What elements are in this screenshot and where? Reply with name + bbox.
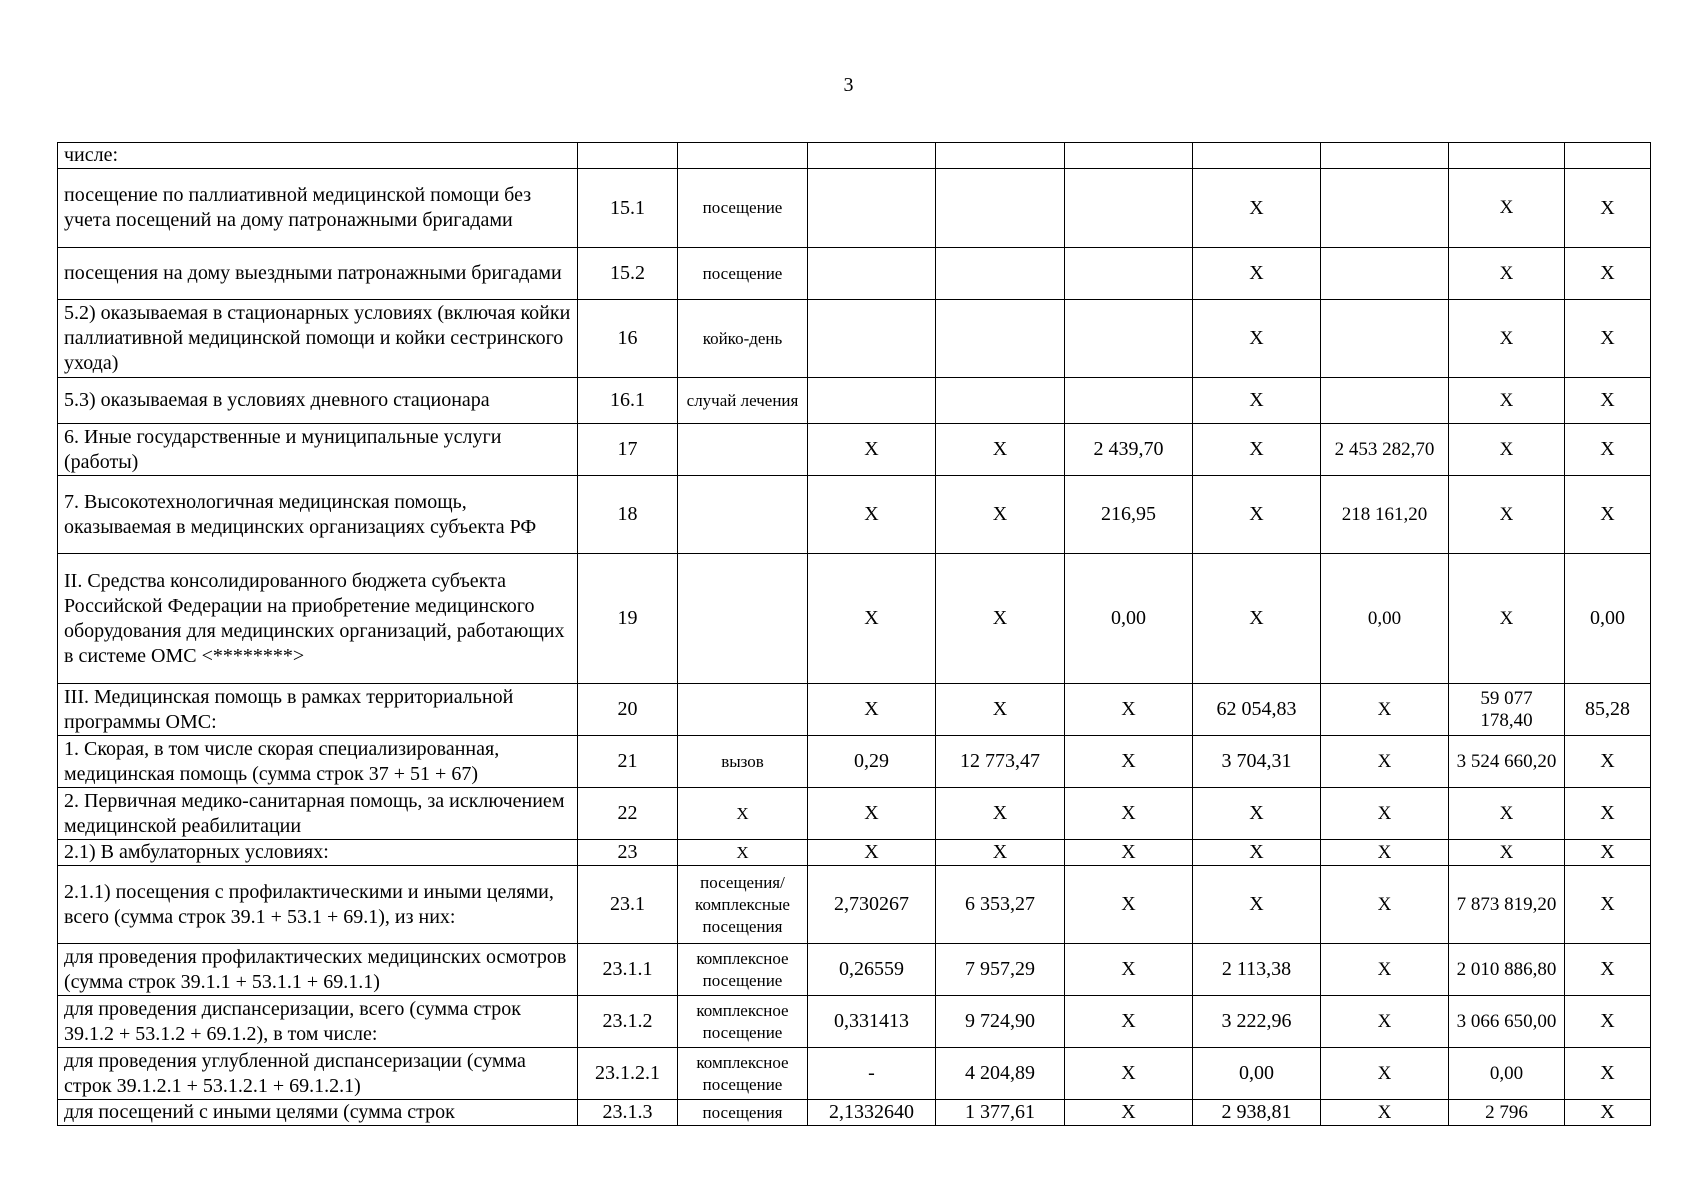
row-name-cell: 2.1.1) посещения с профилактическими и иными целями, всего (сумма строк 39.1 + 53.1 + 69.1), из них:	[58, 866, 578, 944]
value-cell-c6: 0,00	[1449, 1048, 1565, 1100]
value-cell-c4: X	[1193, 169, 1321, 248]
value-cell-c4: X	[1193, 788, 1321, 840]
value-cell-c3: X	[1065, 1100, 1193, 1126]
row-code-cell	[578, 143, 678, 169]
value-cell-c2: X	[936, 476, 1065, 554]
row-code-cell: 23.1	[578, 866, 678, 944]
page-number: 3	[843, 74, 854, 96]
value-cell-c1	[808, 248, 936, 300]
row-code-cell: 20	[578, 684, 678, 736]
value-cell-c1: X	[808, 554, 936, 684]
row-name-cell: 7. Высокотехнологичная медицинская помощь, оказываемая в медицинских организациях субъекта РФ	[58, 476, 578, 554]
table-row	[58, 866, 1651, 944]
unit-cell: вызов	[678, 736, 808, 788]
value-cell-c7: X	[1565, 1100, 1651, 1126]
row-name-cell: 2. Первичная медико-санитарная помощь, за исключением медицинской реабилитации	[58, 788, 578, 840]
unit-cell: X	[678, 788, 808, 840]
value-cell-c5: X	[1321, 944, 1449, 996]
value-cell-c2	[936, 169, 1065, 248]
value-cell-c4: 3 704,31	[1193, 736, 1321, 788]
value-cell-c2: X	[936, 684, 1065, 736]
value-cell-c3: 0,00	[1065, 554, 1193, 684]
value-cell-c2: 7 957,29	[936, 944, 1065, 996]
row-code-cell: 15.1	[578, 169, 678, 248]
value-cell-c4: 2 113,38	[1193, 944, 1321, 996]
row-name-cell: 5.3) оказываемая в условиях дневного стационара	[58, 378, 578, 424]
unit-cell: посещения	[678, 1100, 808, 1126]
value-cell-c7	[1565, 143, 1651, 169]
row-name-cell: для проведения углубленной диспансеризации (сумма строк 39.1.2.1 + 53.1.2.1 + 69.1.2.1)	[58, 1048, 578, 1100]
value-cell-c5: X	[1321, 736, 1449, 788]
unit-cell: X	[678, 840, 808, 866]
value-cell-c4: 2 938,81	[1193, 1100, 1321, 1126]
value-cell-c6: 7 873 819,20	[1449, 866, 1565, 944]
value-cell-c7: X	[1565, 996, 1651, 1048]
value-cell-c5	[1321, 300, 1449, 378]
value-cell-c4: X	[1193, 866, 1321, 944]
value-cell-c5: 2 453 282,70	[1321, 424, 1449, 476]
value-cell-c3	[1065, 378, 1193, 424]
value-cell-c2: X	[936, 788, 1065, 840]
value-cell-c3	[1065, 248, 1193, 300]
row-name-cell: посещение по паллиативной медицинской помощи без учета посещений на дому патронажными бригадами	[58, 169, 578, 248]
value-cell-c1: 2,1332640	[808, 1100, 936, 1126]
value-cell-c5: X	[1321, 1048, 1449, 1100]
row-name-cell: для проведения диспансеризации, всего (сумма строк 39.1.2 + 53.1.2 + 69.1.2), в том числе:	[58, 996, 578, 1048]
table-row	[58, 169, 1651, 248]
table-row	[58, 944, 1651, 996]
value-cell-c4: X	[1193, 378, 1321, 424]
value-cell-c1: X	[808, 476, 936, 554]
table-row	[58, 424, 1651, 476]
row-code-cell: 23	[578, 840, 678, 866]
value-cell-c7: 0,00	[1565, 554, 1651, 684]
row-name-cell: для посещений с иными целями (сумма строк	[58, 1100, 578, 1126]
value-cell-c3: X	[1065, 1048, 1193, 1100]
table-row	[58, 554, 1651, 684]
row-code-cell: 15.2	[578, 248, 678, 300]
table-row	[58, 684, 1651, 736]
value-cell-c1: 0,331413	[808, 996, 936, 1048]
value-cell-c6: 3 524 660,20	[1449, 736, 1565, 788]
value-cell-c4	[1193, 143, 1321, 169]
value-cell-c7: X	[1565, 169, 1651, 248]
value-cell-c1: 0,26559	[808, 944, 936, 996]
table-row	[58, 1048, 1651, 1100]
value-cell-c5: X	[1321, 788, 1449, 840]
value-cell-c1: 2,730267	[808, 866, 936, 944]
unit-cell: комплексное посещение	[678, 1048, 808, 1100]
row-code-cell: 23.1.3	[578, 1100, 678, 1126]
unit-cell	[678, 143, 808, 169]
value-cell-c6: X	[1449, 788, 1565, 840]
row-code-cell: 23.1.2.1	[578, 1048, 678, 1100]
value-cell-c7: X	[1565, 476, 1651, 554]
value-cell-c2	[936, 300, 1065, 378]
value-cell-c6: X	[1449, 476, 1565, 554]
row-name-cell: II. Средства консолидированного бюджета субъекта Российской Федерации на приобретение медицинского оборудования для медицинских организаций, работающих в системе ОМС <********>	[58, 554, 578, 684]
value-cell-c6: X	[1449, 840, 1565, 866]
table-row	[58, 143, 1651, 169]
row-code-cell: 16	[578, 300, 678, 378]
value-cell-c4: X	[1193, 476, 1321, 554]
table-row	[58, 996, 1651, 1048]
value-cell-c6: X	[1449, 248, 1565, 300]
row-name-cell: 2.1) В амбулаторных условиях:	[58, 840, 578, 866]
value-cell-c1: X	[808, 840, 936, 866]
value-cell-c7: X	[1565, 300, 1651, 378]
financing-table	[57, 142, 1651, 1126]
value-cell-c3: 216,95	[1065, 476, 1193, 554]
table-row	[58, 476, 1651, 554]
row-name-cell: 5.2) оказываемая в стационарных условиях (включая койки паллиативной медицинской помощи и койки сестринского ухода)	[58, 300, 578, 378]
value-cell-c4: 62 054,83	[1193, 684, 1321, 736]
value-cell-c7: X	[1565, 788, 1651, 840]
value-cell-c6: X	[1449, 169, 1565, 248]
value-cell-c5	[1321, 248, 1449, 300]
table-row	[58, 736, 1651, 788]
value-cell-c3: X	[1065, 866, 1193, 944]
row-code-cell: 22	[578, 788, 678, 840]
row-code-cell: 21	[578, 736, 678, 788]
row-name-cell: числе:	[58, 143, 578, 169]
value-cell-c3	[1065, 300, 1193, 378]
row-name-cell: посещения на дому выездными патронажными бригадами	[58, 248, 578, 300]
value-cell-c6: X	[1449, 300, 1565, 378]
row-code-cell: 23.1.2	[578, 996, 678, 1048]
value-cell-c4: X	[1193, 300, 1321, 378]
value-cell-c6: X	[1449, 554, 1565, 684]
value-cell-c2: X	[936, 424, 1065, 476]
value-cell-c2: 1 377,61	[936, 1100, 1065, 1126]
value-cell-c1	[808, 169, 936, 248]
value-cell-c5	[1321, 169, 1449, 248]
row-code-cell: 19	[578, 554, 678, 684]
value-cell-c2	[936, 143, 1065, 169]
value-cell-c5: X	[1321, 840, 1449, 866]
value-cell-c7: X	[1565, 248, 1651, 300]
value-cell-c3: X	[1065, 736, 1193, 788]
value-cell-c4: X	[1193, 554, 1321, 684]
value-cell-c4: 3 222,96	[1193, 996, 1321, 1048]
value-cell-c7: X	[1565, 378, 1651, 424]
unit-cell: койко-день	[678, 300, 808, 378]
value-cell-c1: -	[808, 1048, 936, 1100]
value-cell-c2: X	[936, 554, 1065, 684]
value-cell-c5: 0,00	[1321, 554, 1449, 684]
unit-cell: посещения/комплексные посещения	[678, 866, 808, 944]
value-cell-c7: X	[1565, 424, 1651, 476]
value-cell-c5: X	[1321, 1100, 1449, 1126]
row-code-cell: 17	[578, 424, 678, 476]
value-cell-c6: X	[1449, 378, 1565, 424]
value-cell-c3: X	[1065, 944, 1193, 996]
value-cell-c5	[1321, 378, 1449, 424]
value-cell-c3	[1065, 143, 1193, 169]
value-cell-c2	[936, 248, 1065, 300]
value-cell-c7: X	[1565, 736, 1651, 788]
value-cell-c3: X	[1065, 840, 1193, 866]
row-code-cell: 23.1.1	[578, 944, 678, 996]
value-cell-c3: 2 439,70	[1065, 424, 1193, 476]
row-code-cell: 16.1	[578, 378, 678, 424]
unit-cell: посещение	[678, 248, 808, 300]
table-row	[58, 1100, 1651, 1126]
row-name-cell: для проведения профилактических медицинских осмотров (сумма строк 39.1.1 + 53.1.1 + 69.1.1)	[58, 944, 578, 996]
value-cell-c2: 6 353,27	[936, 866, 1065, 944]
table-row	[58, 788, 1651, 840]
unit-cell	[678, 424, 808, 476]
value-cell-c3: X	[1065, 996, 1193, 1048]
row-name-cell: 6. Иные государственные и муниципальные услуги (работы)	[58, 424, 578, 476]
value-cell-c5: X	[1321, 996, 1449, 1048]
row-name-cell: III. Медицинская помощь в рамках территориальной программы ОМС:	[58, 684, 578, 736]
unit-cell	[678, 476, 808, 554]
value-cell-c1	[808, 143, 936, 169]
table-row	[58, 300, 1651, 378]
value-cell-c6: 2 796	[1449, 1100, 1565, 1126]
value-cell-c5	[1321, 143, 1449, 169]
value-cell-c6: X	[1449, 424, 1565, 476]
value-cell-c7: X	[1565, 1048, 1651, 1100]
value-cell-c3: X	[1065, 788, 1193, 840]
value-cell-c1: X	[808, 684, 936, 736]
value-cell-c5: X	[1321, 684, 1449, 736]
unit-cell: комплексное посещение	[678, 996, 808, 1048]
value-cell-c1: 0,29	[808, 736, 936, 788]
value-cell-c4: X	[1193, 424, 1321, 476]
value-cell-c4: X	[1193, 248, 1321, 300]
value-cell-c6	[1449, 143, 1565, 169]
unit-cell: случай лечения	[678, 378, 808, 424]
value-cell-c6: 59 077 178,40	[1449, 684, 1565, 736]
value-cell-c1: X	[808, 424, 936, 476]
value-cell-c4: 0,00	[1193, 1048, 1321, 1100]
value-cell-c2: 12 773,47	[936, 736, 1065, 788]
table-row	[58, 378, 1651, 424]
value-cell-c2: X	[936, 840, 1065, 866]
value-cell-c3	[1065, 169, 1193, 248]
value-cell-c1	[808, 378, 936, 424]
unit-cell	[678, 554, 808, 684]
row-code-cell: 18	[578, 476, 678, 554]
value-cell-c5: X	[1321, 866, 1449, 944]
value-cell-c2	[936, 378, 1065, 424]
value-cell-c2: 4 204,89	[936, 1048, 1065, 1100]
value-cell-c6: 3 066 650,00	[1449, 996, 1565, 1048]
value-cell-c7: X	[1565, 944, 1651, 996]
value-cell-c3: X	[1065, 684, 1193, 736]
value-cell-c5: 218 161,20	[1321, 476, 1449, 554]
table-row	[58, 248, 1651, 300]
unit-cell: комплексное посещение	[678, 944, 808, 996]
value-cell-c7: X	[1565, 840, 1651, 866]
unit-cell: посещение	[678, 169, 808, 248]
value-cell-c2: 9 724,90	[936, 996, 1065, 1048]
value-cell-c7: X	[1565, 866, 1651, 944]
value-cell-c4: X	[1193, 840, 1321, 866]
row-name-cell: 1. Скорая, в том числе скорая специализированная, медицинская помощь (сумма строк 37 + 51 + 67)	[58, 736, 578, 788]
table-row	[58, 840, 1651, 866]
value-cell-c1	[808, 300, 936, 378]
value-cell-c7: 85,28	[1565, 684, 1651, 736]
unit-cell	[678, 684, 808, 736]
value-cell-c1: X	[808, 788, 936, 840]
value-cell-c6: 2 010 886,80	[1449, 944, 1565, 996]
